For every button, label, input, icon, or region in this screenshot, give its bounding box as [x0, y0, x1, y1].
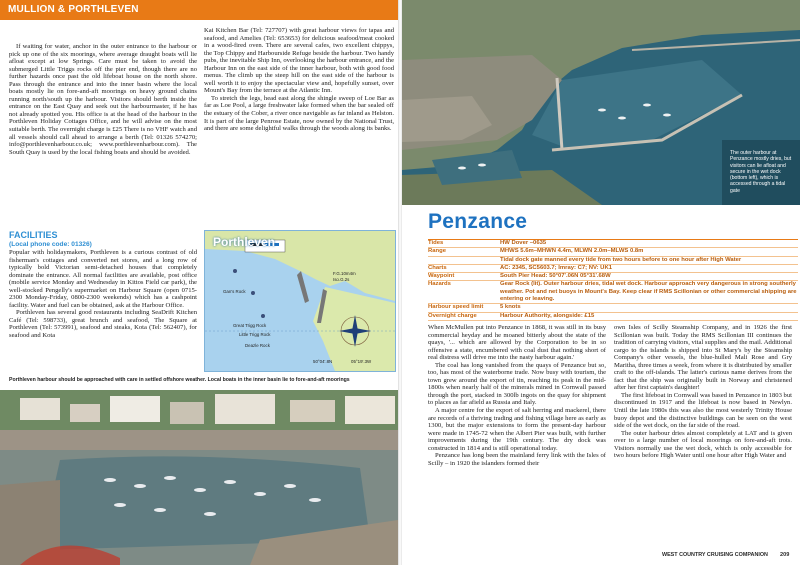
harbour-chart [204, 230, 396, 372]
page-number: 209 [780, 552, 790, 558]
info-key: Range [428, 248, 447, 255]
info-key: Overnight charge [428, 312, 477, 319]
chart-label: 05°19'.3W [351, 359, 372, 364]
chart-title: Porthleven [213, 235, 276, 249]
body-paragraph: Porthleven has several good restaurants including SeaDrift Kitchen Café (Tel: 598733), great brunch and seafood, The Square at Porthleven (Tel: 573991), seafood and steaks, Kota (Tel: 562407), for seafood and Kota [9, 309, 197, 340]
facilities-heading: FACILITIES [9, 230, 58, 240]
right-column-1 [428, 324, 606, 467]
body-paragraph: A major centre for the export of salt herring and mackerel, there are records of a thriving trading and fishing village here as early as 1300, but the major extensions to form the present-day harbour were made in 1745-72 when the Albert Pier was built, with further improvements during the 19th century. The dry dock was constructed in 1814 and is still operational today. [428, 407, 606, 452]
body-paragraph: The outer harbour dries almost completely at LAT and is given over to a large number of local moorings on fore-and-aft trots. Visitors normally use the wet dock, which is only accessible for two hours before High Water until one hour after High Water and [614, 429, 792, 460]
info-key: Charts [428, 264, 447, 271]
pilotage-info-table [428, 239, 798, 321]
info-value: Gear Rock (lit). Outer harbour dries, tidal wet dock. Harbour approach very dangerous in strong southerly weather. Pot and net buoys in Mount's Bay. Keep clear if RMS Scillonian or other commercial shipping are entering or leaving. [500, 281, 797, 303]
running-footer: WEST COUNTRY CRUISING COMPANION [662, 552, 768, 558]
info-row [428, 281, 798, 304]
chart-label: Gan's Rock [223, 289, 246, 294]
body-paragraph: The coal has long vanished from the quays of Penzance but so, too, has most of the waterborne trade. Now busy with tourism, the town grew around the export of tin, reaching its peak in the mid-1800s when nearly half of the minerals mined in Cornwall passed through the port, stacked in 300lb ingots on the quay for shipment to places as far afield as Russia and Italy. [428, 361, 606, 407]
left-column-1 [9, 43, 197, 156]
info-value: MHWS 5.6m–MHWN 4.4m, MLWN 2.0m–MLWS 0.8m [500, 248, 644, 255]
body-paragraph: Penzance has long been the mainland ferry link with the Isles of Scilly – in 1920 the islanders formed their [428, 452, 606, 467]
body-paragraph: Popular with holidaymakers, Porthleven is a curious contrast of old fisherman's cottages and converted net stores, and a long row of typically bold Victorian semi-detached houses that completely dominate the entrance. All normal facilities are available, post office (mobile service Monday and Wednesday in Kittos Field car park), the well-stocked Pengelly's supermarket on Harbour Square (open 0715-2300 Monday-Friday, 0800-2300 weekends) which has a cashpoint facility. Water and fuel can be obtained, ask at the Harbour Office. [9, 249, 197, 309]
info-value: AC: 2345, SC5603.7; Imray: C7; NV: UK1 [500, 264, 612, 271]
body-paragraph: Kai Kitchen Bar (Tel: 727707) with great harbour views for tapas and seafood, and Amelies (Tel: 653653) for delicious seafood/meat cooked in a wood-fired oven. There are several cafes, two excellent chippys, the Top Chippy and Harbourside Refuge beside the harbour. Two handy pubs, the inevitable Ship Inn, overlooking the harbour entrance, and the Harbour Inn on the east side of the inner harbour, both with good food menus. The climb up the steep hill on the east side of the harbour is well worth it to enjoy the spectacular view and, hopefully sunset, over Mount's Bay from the terrace at the Atlantic Inn. [204, 27, 394, 95]
porthleven-photo-graphic [0, 390, 398, 565]
photo-caption: The outer harbour at Penzance mostly dries, but visitors can lie afloat and secure in the wet dock (bottom left), which is accessed through a tidal gate [730, 150, 792, 194]
chart-label: Little Trigg Rock [239, 332, 271, 337]
info-value: Tidal dock gate manned every tide from two hours before to one hour after High Water [500, 256, 742, 263]
facilities-text [9, 249, 197, 340]
info-value: HW Dover –0635 [500, 240, 547, 246]
body-paragraph: The first lifeboat in Cornwall was based in Penzance in 1803 but discontinued in 1917 and the lifeboat is now based in Newlyn. Until the late 1980s this was also the most westerly Trinity House buoy depot and the distinctive buildings can be seen on the west side of the wet dock, on the far side of the road. [614, 391, 792, 430]
running-header [0, 0, 398, 20]
info-key [428, 257, 500, 264]
chart-label: F.G.10m4m [333, 271, 356, 276]
info-value: 5 knots [500, 304, 521, 311]
right-column-2 [614, 324, 792, 460]
info-row [428, 273, 798, 281]
info-key: Waypoint [428, 273, 455, 280]
porthleven-harbour-photo [0, 390, 398, 565]
page-title: Penzance [428, 210, 528, 233]
left-column-2 [204, 27, 394, 133]
chart-label: Great Trigg Rock [233, 323, 267, 328]
facilities-subheading: (Local phone code: 01326) [9, 241, 92, 248]
info-row [428, 265, 798, 273]
info-row [428, 240, 798, 248]
info-row [428, 248, 798, 256]
chart-label: Deazle Rock [245, 343, 270, 348]
body-paragraph: To stretch the legs, head east along the shingle sweep of Loe Bar as far as Loe Pool, a large freshwater lake formed when the bar sealed off the estuary of the Cober, a river once navigable as far inland as Helston. It is part of the large Penrose Estate, now owned by the National Trust, and there are some delightful walks through the woods along its banks. [204, 94, 394, 133]
info-value: South Pier Head: 50°07'.06N 05°31'.68W [500, 273, 611, 280]
chart-label: 50°04'.8N [313, 359, 333, 364]
chart-caption: Porthleven harbour should be approached with care in settled offshore weather. Local boats in the inner basin lie to fore-and-aft moorings [9, 377, 350, 383]
running-header-text: MULLION & PORTHLEVEN [8, 4, 139, 15]
chart-label: Iso.G.2s [333, 277, 350, 282]
info-row [428, 304, 798, 312]
info-value: Harbour Authority, alongside: £15 [500, 312, 595, 319]
info-key: Harbour speed limit [428, 304, 484, 311]
info-key: Hazards [428, 281, 451, 288]
body-paragraph: When McMullen put into Penzance in 1868, it was still in its busy commercial heyday and he moaned bitterly about the state of the quays, '... which are allowed by the Corporation to be in so offensive a state, encumbered with coal dust that nothing short of real distress will drive me into the nasty harbour again.' [428, 324, 606, 362]
info-row [428, 257, 798, 265]
info-key: Tides [428, 240, 444, 246]
harbour-chart-graphic [205, 231, 395, 371]
info-row [428, 313, 798, 321]
body-paragraph: own Isles of Scilly Steamship Company, and in 1926 the first Scillonian was built. Today the RMS Scillonian III continues the tradition of carrying visitors, vital supplies and the mail. Additional cargo to the islands is shipped into St Mary's by the Steamship Company's other vessels, the blue-hulled Mali Rose and Gry Maritha, three times a week, from where it is distributed by smaller craft to the off-islands. The latter's curious name derives from the fact that the ship was originally built in Norway and christened after her first captain's daughter! [614, 324, 792, 392]
body-paragraph: If waiting for water, anchor in the outer entrance to the harbour or pick up one of the six moorings, where average draught boats will lie afloat except at low Springs. Care must be taken to avoid the submerged Little Triggs rocks off the pier end, though there are no further hazards once past the old lifeboat house on the north shore. Pass through the entrance and into the inner basin where the local boats mostly lie on fore-and-aft moorings on heavy ground chains running north/south up the harbour. Visitors should berth inside the entrance on the East Quay and seek out the harbourmaster, if he has not already spotted you. His office is at the head of the harbour in the Porthleven Holiday Cottages Office, and he will advise on the most suitable berth. The overnight charge is £25 There is no VHF watch and all vessels should call ahead to arrange a berth (Tel: 01326 574270; info@porthlevenharbour.co.uk; www.porthlevenharbour.com). The South Quay is used by the local fishing boats and should be avoided. [9, 43, 197, 156]
